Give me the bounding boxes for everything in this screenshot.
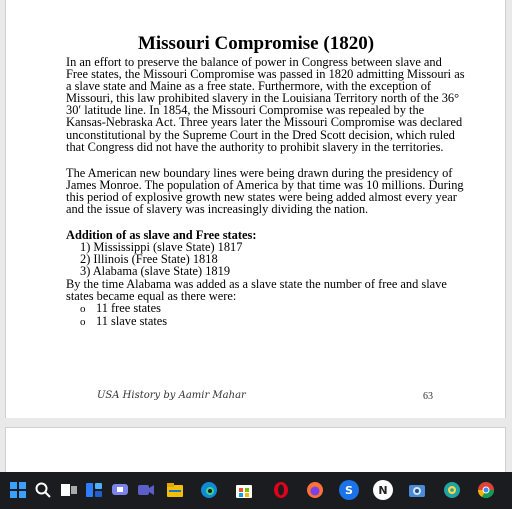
teams-chat-icon[interactable] [110, 480, 130, 500]
section-heading: Addition of as slave and Free states: [66, 228, 257, 243]
bullet-text: 11 free states [96, 300, 161, 315]
page-title: Missouri Compromise (1820) [137, 33, 375, 54]
camera-app-icon[interactable] [407, 480, 427, 500]
paragraph-2: The American new boundary lines were being drawn during the presidency of James Monroe. The population of America by that time was 10 millions. During this period of explosive growth new states were being added almost every year and the issue of slavery was increasingly dividing the nation. [66, 165, 464, 217]
numbered-list [66, 241, 466, 277]
list-item: 3) Alabama (slave State) 1819 [80, 264, 231, 279]
widgets-icon[interactable] [84, 480, 104, 500]
document-body [66, 56, 466, 328]
taskbar [0, 472, 512, 509]
paragraph-3: By the time Alabama was added as a slave state the number of free and slave states became equal as there were: [66, 276, 447, 303]
search-icon[interactable] [33, 480, 53, 500]
task-view-icon[interactable] [59, 480, 79, 500]
bullet-icon: o [80, 302, 86, 315]
app-n-icon[interactable]: N [373, 480, 393, 500]
footer-author: USA History by Aamir Mahar [97, 390, 246, 401]
settings-app-icon[interactable] [442, 480, 462, 500]
paragraph-1: In an effort to preserve the balance of power in Congress between slave and Free states, the Missouri Compromise was passed in 1820 admitting Missouri as a slave state and Maine as a free state. Furthermore, with the exception of Missouri, this law prohibited slavery in the Louisiana Territory north of the 36° 30′ latitude line. In 1854, the Missouri Compromise was repealed by the Kansas-Nebraska Act. Three years later the Missouri Compromise was declared unconstitutional by the Supreme Court in the Dred Scott decision, which ruled that Congress did not have the authority to prohibit slavery in the territories. [66, 55, 465, 154]
next-document-page [5, 427, 506, 473]
video-meeting-icon[interactable] [136, 480, 156, 500]
edge-browser-icon[interactable] [199, 480, 219, 500]
app-s-icon[interactable]: S [339, 480, 359, 500]
page-number: 63 [423, 391, 433, 402]
bullet-text: 11 slave states [96, 313, 168, 328]
list-item: 2) Illinois (Free State) 1818 [80, 252, 218, 267]
list-item: 1) Mississippi (slave State) 1817 [80, 240, 243, 255]
opera-icon[interactable] [271, 480, 291, 500]
store-icon[interactable] [234, 480, 254, 500]
file-explorer-icon[interactable] [165, 480, 185, 500]
firefox-icon[interactable] [305, 480, 325, 500]
windows-start-icon[interactable] [8, 480, 28, 500]
chrome-icon[interactable] [476, 480, 496, 500]
bullet-list [66, 302, 466, 328]
list-item [66, 315, 466, 328]
bullet-icon: o [80, 315, 86, 328]
